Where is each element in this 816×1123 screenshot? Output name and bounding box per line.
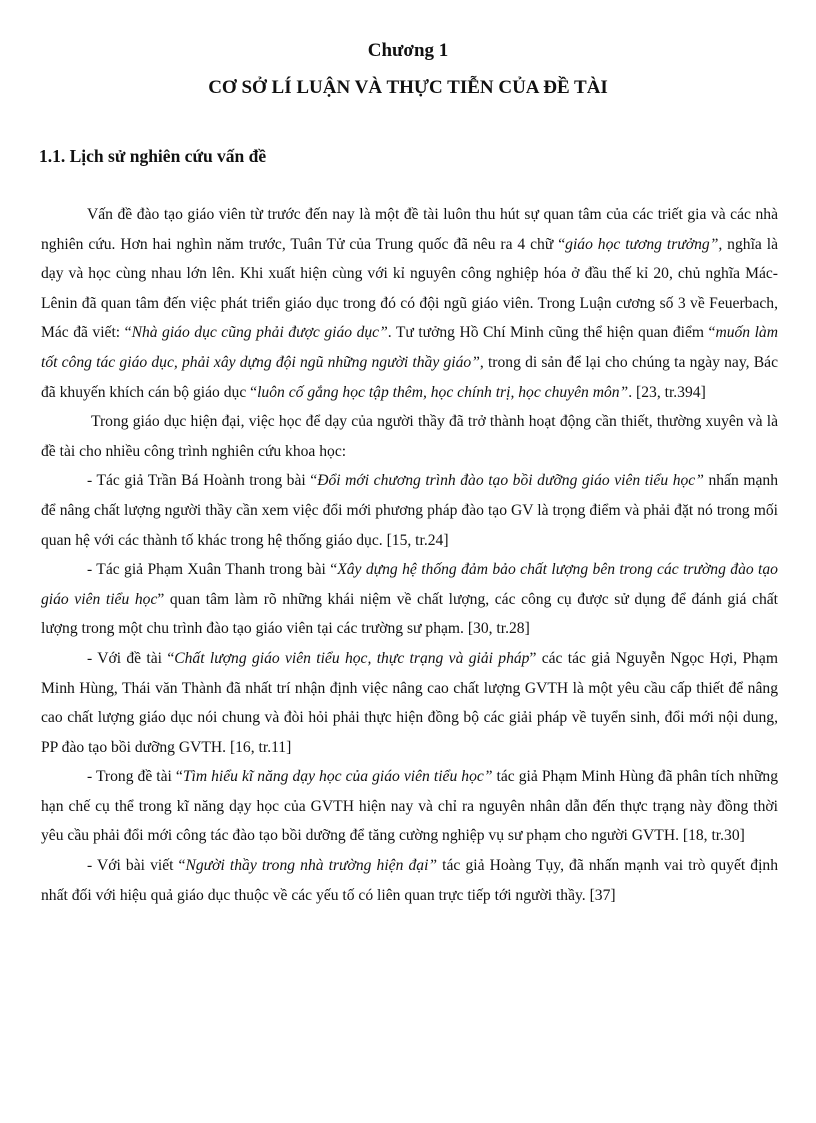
quote-italic: muốn làm tốt công tác giáo dục, phải xây dựng đội ngũ những người thầy giáo”	[41, 324, 778, 371]
quote-italic: Đổi mới chương trình đào tạo bồi dưỡng giáo viên tiểu học”	[317, 472, 704, 490]
list-item	[41, 762, 778, 851]
paragraph: Trong giáo dục hiện đại, việc học để dạy của người thầy đã trở thành hoạt động cần thiết, thường xuyên và là đề tài cho nhiều công trình nghiên cứu khoa học:	[41, 413, 778, 460]
text-run: tác giả Hoàng Tụy, đã nhấn mạnh vai trò quyết định nhất đối với hiệu quả giáo dục thuộc về các yếu tố có liên quan trực tiếp tới người thầy. [37]	[41, 857, 779, 904]
section-heading: 1.1. Lịch sử nghiên cứu vấn đề	[39, 146, 267, 166]
quote-italic: luôn cố gắng học tập thêm, học chính trị, học chuyên môn”	[257, 383, 629, 401]
quote-italic: Xây dựng hệ thống đảm bảo chất lượng bên trong các trường đào tạo giáo viên tiểu học	[41, 561, 778, 608]
text-run: nghĩa là dạy và học cùng nhau lớn lên. Khi xuất hiện cùng với kỉ nguyên công nghiệp hóa ở đầu thế kỉ 20, chủ nghĩa Mác-Lênin đã quan tâm đến việc phát triển giáo dục trong đó có đội ngũ giáo viên. Trong Luận cương số 3 về Feuerbach, Mác đã viết: “	[41, 235, 778, 342]
text-run: - Tác giả Trần Bá Hoành trong bài “	[87, 472, 318, 490]
quote-italic: Người thầy trong nhà trường hiện đại”	[185, 857, 438, 875]
chapter-title: CƠ SỞ LÍ LUẬN VÀ THỰC TIỄN CỦA ĐỀ TÀI	[208, 77, 608, 98]
text-run: - Với đề tài “	[87, 649, 175, 667]
text-run: - Với bài viết “	[87, 857, 186, 875]
text-run: - Tác giả Phạm Xuân Thanh trong bài “	[87, 561, 338, 579]
text-run: , trong di sản để lại cho chúng ta ngày nay, Bác đã khuyến khích cán bộ giáo dục “	[41, 353, 778, 401]
quote-italic: Tìm hiểu kĩ năng dạy học của giáo viên tiểu học”	[182, 768, 493, 786]
list-item	[41, 851, 778, 910]
body-text	[41, 200, 778, 910]
paragraph	[41, 200, 778, 407]
quote-italic: giáo học tương trưởng”,	[565, 235, 723, 253]
text-run: ” quan tâm làm rõ những khái niệm về chất lượng, các công cụ được sử dụng để đánh giá chất lượng trong một chu trình đào tạo giáo viên tại các trường sư phạm. [30, tr.28]	[41, 590, 778, 638]
text-run: tác giả Phạm Minh Hùng đã phân tích những hạn chế cụ thể trong kĩ năng dạy học của GVTH hiện nay và chỉ ra nguyên nhân dẫn đến thực trạng này đồng thời yêu cầu phải đổi mới công tác đào tạo bồi dưỡng để tăng cường nghiệp vụ sư phạm cho người GVTH. [18, tr.30]	[41, 768, 779, 845]
text-run: . Tư tưởng Hồ Chí Minh cũng thể hiện quan điểm “	[387, 324, 716, 342]
list-item	[41, 466, 778, 555]
text-run: ” các tác giả Nguyễn Ngọc Hợi, Phạm Minh Hùng, Thái văn Thành đã nhất trí nhận định việc nâng cao chất lượng GVTH là một yêu cầu cấp thiết để nâng cao chất lượng giáo dục nói chung và đòi hỏi phải thực hiện đồng bộ các giải pháp về tuyển sinh, đổi mới nội dung, PP đào tạo bồi dưỡng GVTH. [16, tr.11]	[41, 649, 778, 756]
citation: . [23, tr.394]	[628, 383, 706, 401]
chapter-label: Chương 1	[367, 40, 449, 61]
text-run: nhấn mạnh để nâng chất lượng người thầy cần xem việc đổi mới phương pháp đào tạo GV là trọng điểm và phải đặt nó trong mối quan hệ với các thành tố khác trong hệ thống giáo dục. [15, tr.24]	[41, 472, 778, 549]
quote-italic: Chất lượng giáo viên tiểu học, thực trạng và giải pháp	[174, 649, 530, 667]
list-item	[41, 644, 778, 762]
list-item	[41, 555, 778, 644]
text-run: Vấn đề đào tạo giáo viên từ trước đến nay là một đề tài luôn thu hút sự quan tâm của các triết gia và các nhà nghiên cứu. Hơn hai nghìn năm trước, Tuân Tử của Trung quốc đã nêu ra 4 chữ “	[41, 206, 778, 253]
text-run: - Trong đề tài “	[87, 768, 183, 786]
quote-italic: Nhà giáo dục cũng phải được giáo dục”	[131, 324, 388, 342]
